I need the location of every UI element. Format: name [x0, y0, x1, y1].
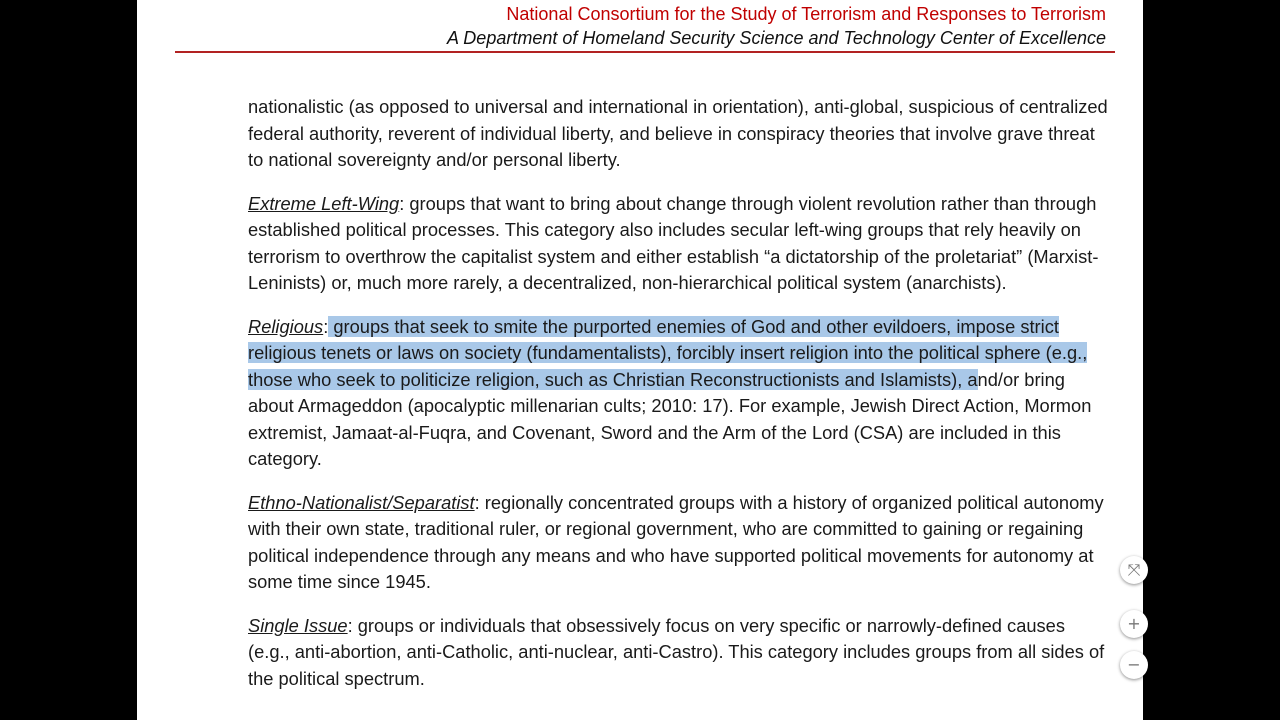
- fit-page-button[interactable]: [1120, 556, 1148, 584]
- left-wing-term: Extreme Left-Wing: [248, 192, 400, 214]
- document-body: [248, 94, 1108, 709]
- left-wing-definition: : groups that want to bring about change through violent revolution rather than through established political processes. This category also includes secular left-wing groups that rely heavily on terrorism to overthrow the capitalist system and either establish “a dictatorship of the proletariat” (Marxist-Leninists) or, much more rarely, a decentralized, non-hierarchical political system (anarchists).: [248, 192, 1099, 293]
- ethno-term: Ethno-Nationalist/Separatist: [248, 491, 475, 513]
- single-issue-paragraph: [248, 613, 1108, 693]
- zoom-out-icon: −: [1127, 655, 1141, 674]
- department-name: A Department of Homeland Security Science and Technology Center of Excellence: [446, 28, 1106, 48]
- religious-colon: :: [323, 315, 329, 337]
- ethno-definition: : regionally concentrated groups with a history of organized political autonomy with their own state, traditional ruler, or regional government, who are committed to gaining or regaining political independence through any means and who have supported political movements for autonomy at some time since 1945.: [248, 491, 1104, 592]
- header-divider: [175, 51, 1115, 53]
- single-issue-term: Single Issue: [248, 614, 348, 636]
- page-header: [447, 2, 1106, 50]
- single-issue-definition: : groups or individuals that obsessively focus on very specific or narrowly-defined causes (e.g., anti-abortion, anti-Catholic, anti-nuclear, anti-Castro). This category includes groups from all sides of the political spectrum.: [248, 614, 1105, 689]
- zoom-out-button[interactable]: [1120, 651, 1148, 679]
- fit-page-icon: ⤧: [1127, 560, 1141, 579]
- intro-paragraph: nationalistic (as opposed to universal and international in orientation), anti-global, suspicious of centralized federal authority, reverent of individual liberty, and believe in conspiracy theories that involve grave threat to national sovereignty and/or personal liberty.: [248, 96, 1108, 170]
- selected-text[interactable]: groups that seek to smite the purported enemies of God and other evildoers, impose strict religious tenets or laws on society (fundamentalists), forcibly insert religion into the political sphere (e.g., those who seek to politicize religion, such as Christian Reconstructionists and Islamists), a: [248, 315, 1088, 390]
- religious-definition-rest: nd/or bring about Armageddon (apocalyptic millenarian cults; 2010: 17). For example, Jewish Direct Action, Mormon extremist, Jamaat-al-Fuqra, and Covenant, Sword and the Arm of the Lord (CSA) are included in this category.: [248, 368, 1092, 469]
- ethno-paragraph: [248, 490, 1108, 596]
- zoom-in-button[interactable]: [1120, 610, 1148, 638]
- document-page: [137, 0, 1143, 720]
- religious-term: Religious: [248, 315, 324, 337]
- left-wing-paragraph: [248, 191, 1108, 297]
- organization-name: National Consortium for the Study of Terrorism and Responses to Terrorism: [506, 4, 1106, 24]
- religious-paragraph: [248, 314, 1108, 473]
- zoom-in-icon: +: [1127, 614, 1141, 633]
